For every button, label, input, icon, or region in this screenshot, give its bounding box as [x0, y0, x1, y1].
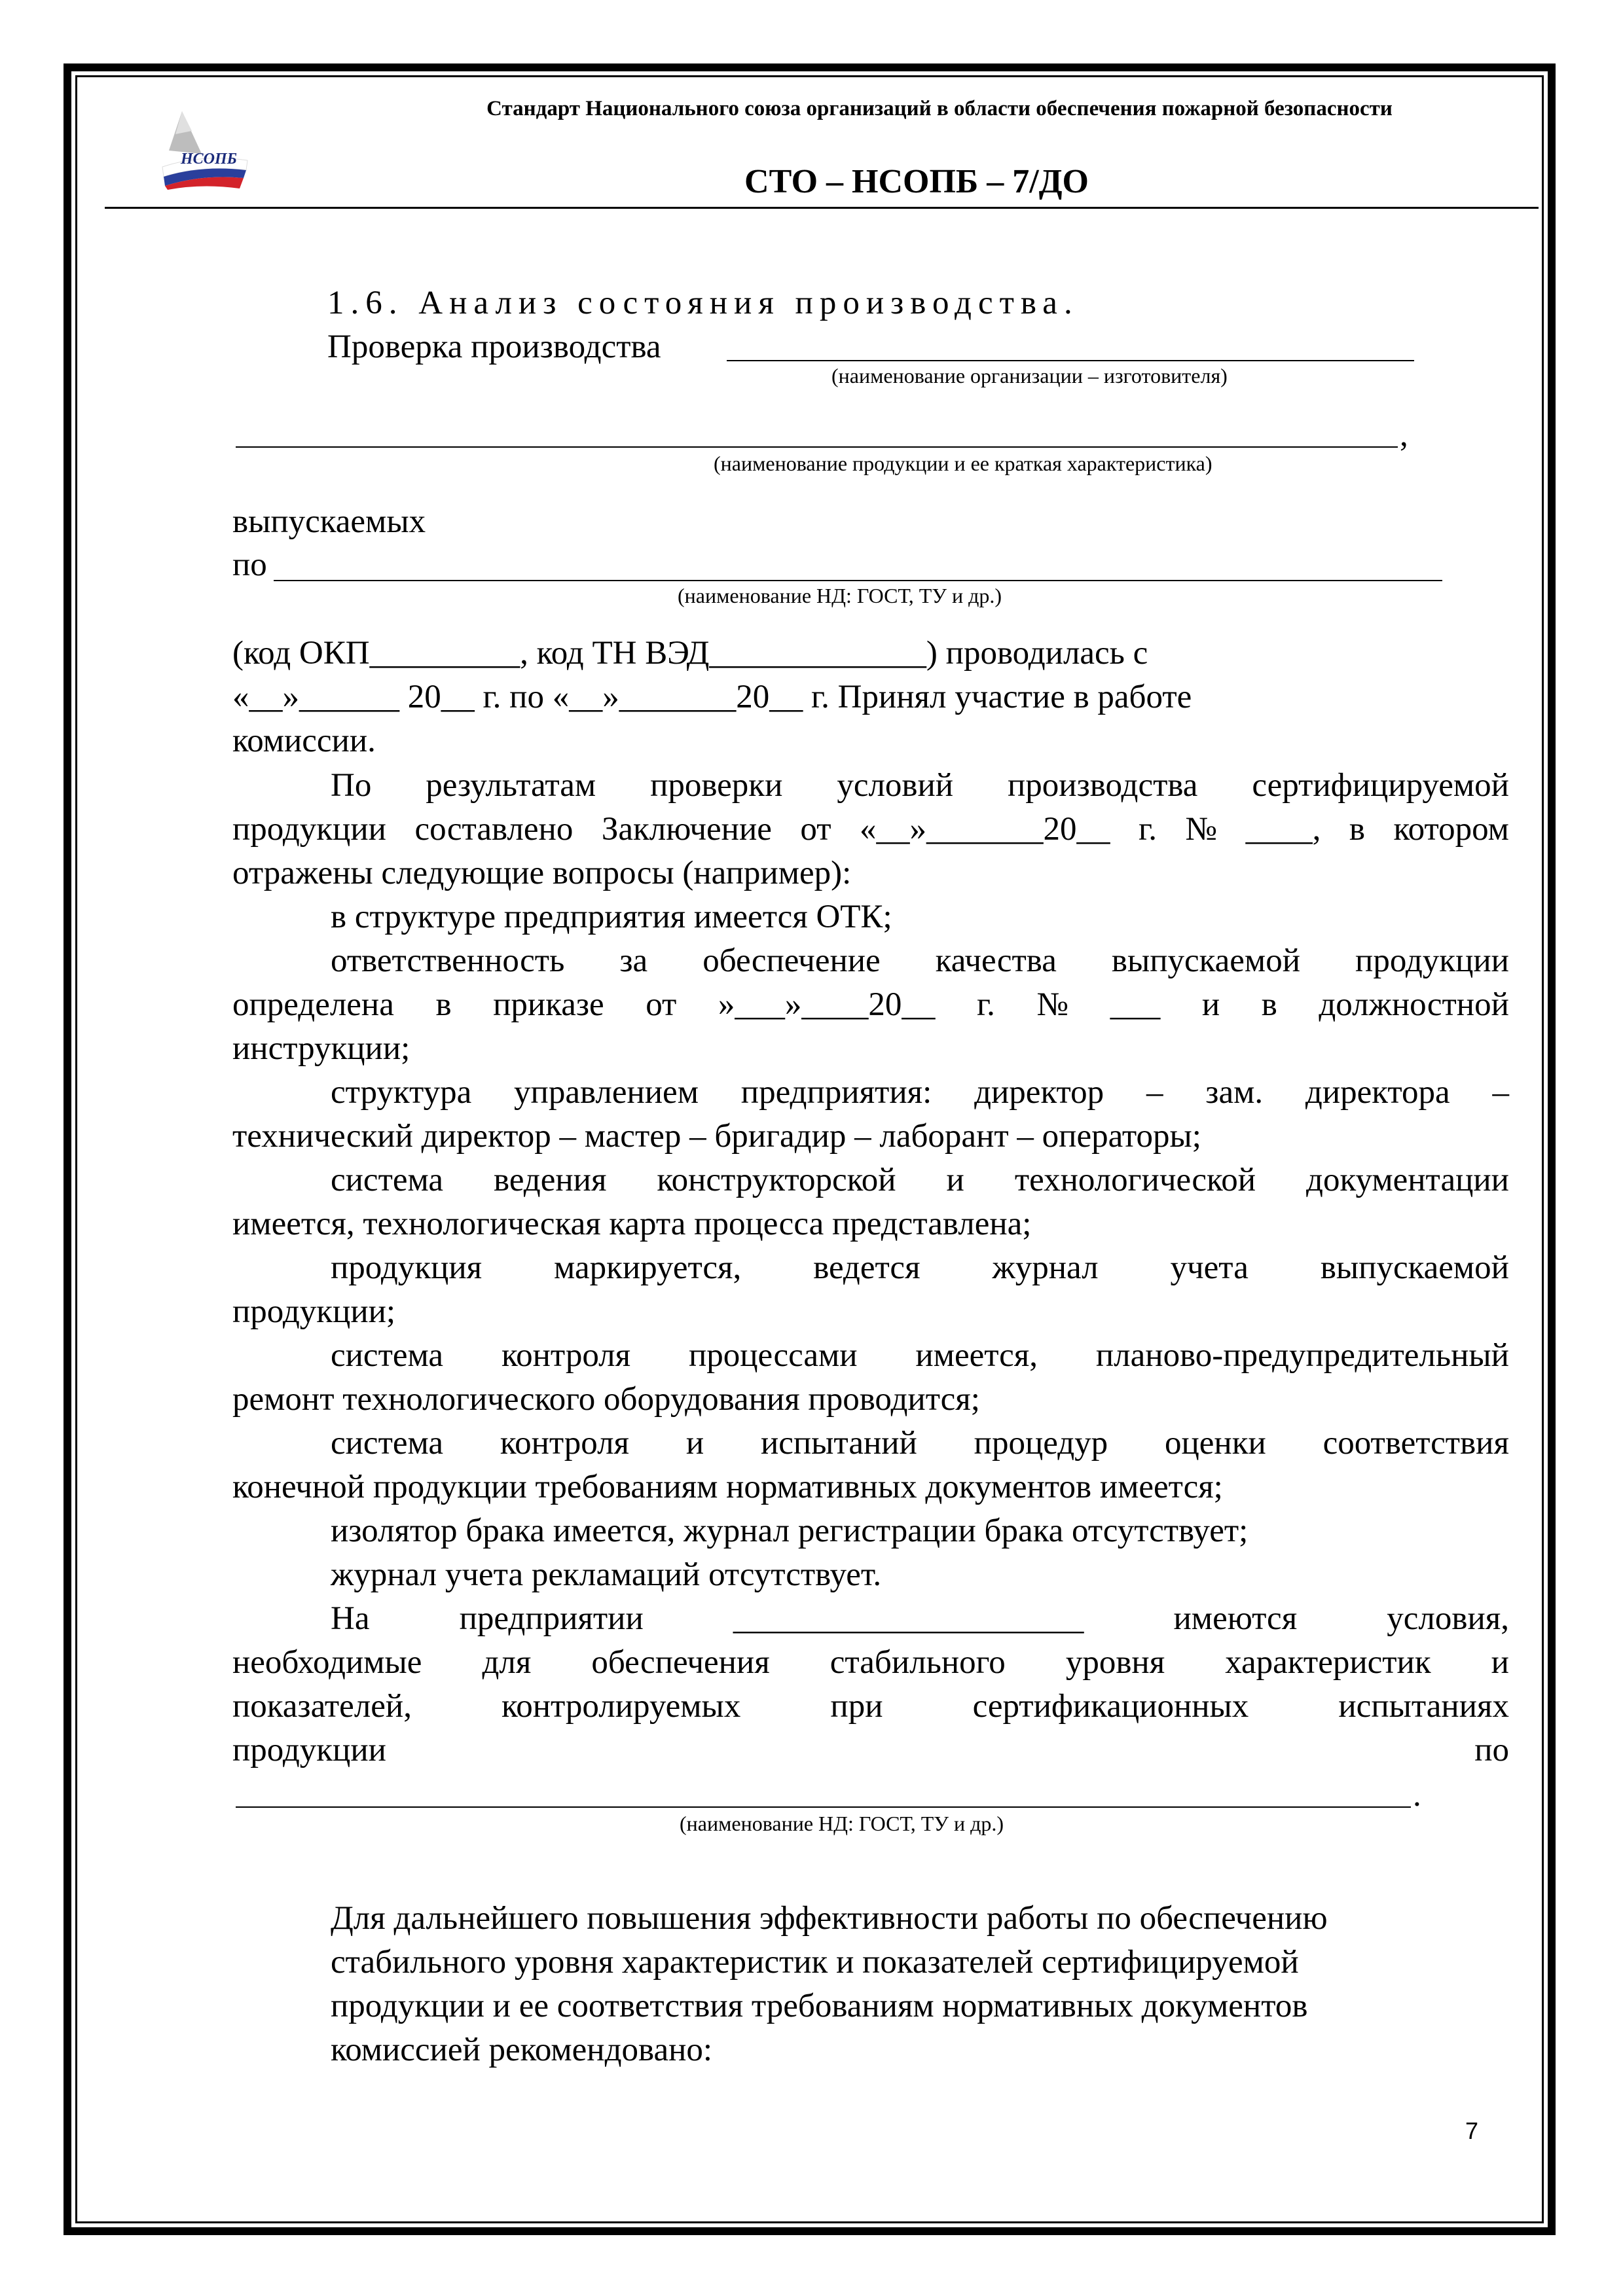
- product-name-line: [236, 446, 1398, 448]
- header-divider: [105, 207, 1539, 209]
- closing-line4: комиссией рекомендовано:: [331, 2032, 713, 2068]
- commission-text: комиссии.: [232, 723, 376, 759]
- item-docs-line1: система ведения конструкторской и технологической документации: [331, 1162, 1509, 1198]
- caption-nd-2: (наименование НД: ГОСТ, ТУ и др.): [680, 1812, 1004, 1835]
- logo-text: НСОПБ: [181, 151, 237, 168]
- produced-label: выпускаемых: [232, 503, 426, 540]
- check-label: Проверка производства: [327, 329, 661, 365]
- enterprise-line1: На предприятии _____________________ имеются условия,: [331, 1600, 1509, 1637]
- closing-line1: Для дальнейшего повышения эффективности работы по обеспечению: [331, 1900, 1328, 1937]
- caption-product: (наименование продукции и ее краткая характеристика): [714, 452, 1213, 475]
- para1-line3: отражены следующие вопросы (например):: [232, 855, 852, 891]
- item-defects: изолятор брака имеется, журнал регистрации брака отсутствует;: [331, 1513, 1249, 1549]
- item-tests-line1: система контроля и испытаний процедур оценки соответствия: [331, 1425, 1509, 1462]
- item-tests-line2: конечной продукции требованиям нормативных документов имеется;: [232, 1469, 1223, 1505]
- caption-nd: (наименование НД: ГОСТ, ТУ и др.): [678, 584, 1002, 607]
- item-responsibility-line1: ответственность за обеспечение качества выпускаемой продукции: [331, 942, 1509, 979]
- enterprise-line4: продукции по: [232, 1732, 1509, 1768]
- item-claims: журнал учета рекламаций отсутствует.: [331, 1556, 882, 1593]
- item-marking-line2: продукции;: [232, 1293, 396, 1330]
- closing-line2: стабильного уровня характеристик и показателей сертифицируемой: [331, 1944, 1299, 1981]
- item-marking-line1: продукция маркируется, ведется журнал учета выпускаемой: [331, 1249, 1509, 1286]
- item-process-line2: ремонт технологического оборудования проводится;: [232, 1381, 980, 1418]
- nd-line: [274, 580, 1442, 581]
- item-structure-line2: технический директор – мастер – бригадир – лаборант – операторы;: [232, 1118, 1201, 1155]
- date-line: «__»______ 20__ г. по «__»_______20__ г. Принял участие в работе: [232, 679, 1192, 715]
- enterprise-line3: показателей, контролируемых при сертификационных испытаниях: [232, 1688, 1509, 1725]
- enterprise-line2: необходимые для обеспечения стабильного уровня характеристик и: [232, 1644, 1509, 1681]
- comma: ,: [1400, 417, 1408, 454]
- page-number: 7: [1465, 2117, 1479, 2144]
- item-structure-line1: структура управлением предприятия: директор – зам. директора –: [331, 1074, 1509, 1111]
- item-process-line1: система контроля процессами имеется, планово-предупредительный: [331, 1337, 1509, 1374]
- org-name-line: [727, 360, 1414, 361]
- document-code: СТО – НСОПБ – 7/ДО: [744, 163, 1089, 200]
- para1-line2: продукции составлено Заключение от «__»_______20__ г. № ____, в котором: [232, 811, 1509, 848]
- header-organization: Стандарт Национального союза организаций в области обеспечения пожарной безопасности: [486, 97, 1393, 120]
- closing-line3: продукции и ее соответствия требованиям нормативных документов: [331, 1988, 1308, 2024]
- item-otk: в структуре предприятия имеется ОТК;: [331, 899, 892, 935]
- section-title: 1.6. Анализ состояния производства.: [327, 285, 1079, 321]
- caption-org: (наименование организации – изготовителя): [831, 364, 1228, 387]
- codes-line: (код ОКП_________, код ТН ВЭД_____________) проводилась с: [232, 635, 1148, 672]
- item-responsibility-line2: определена в приказе от »___»____20__ г. № ___ и в должностной: [232, 986, 1509, 1023]
- nsopb-logo-icon: [156, 105, 254, 190]
- po-label: по: [232, 547, 267, 583]
- nd-line-2: [236, 1806, 1411, 1808]
- period: .: [1413, 1777, 1421, 1814]
- para1-line1: По результатам проверки условий производства сертифицируемой: [331, 767, 1509, 804]
- item-docs-line2: имеется, технологическая карта процесса представлена;: [232, 1206, 1032, 1242]
- item-responsibility-line3: инструкции;: [232, 1030, 410, 1067]
